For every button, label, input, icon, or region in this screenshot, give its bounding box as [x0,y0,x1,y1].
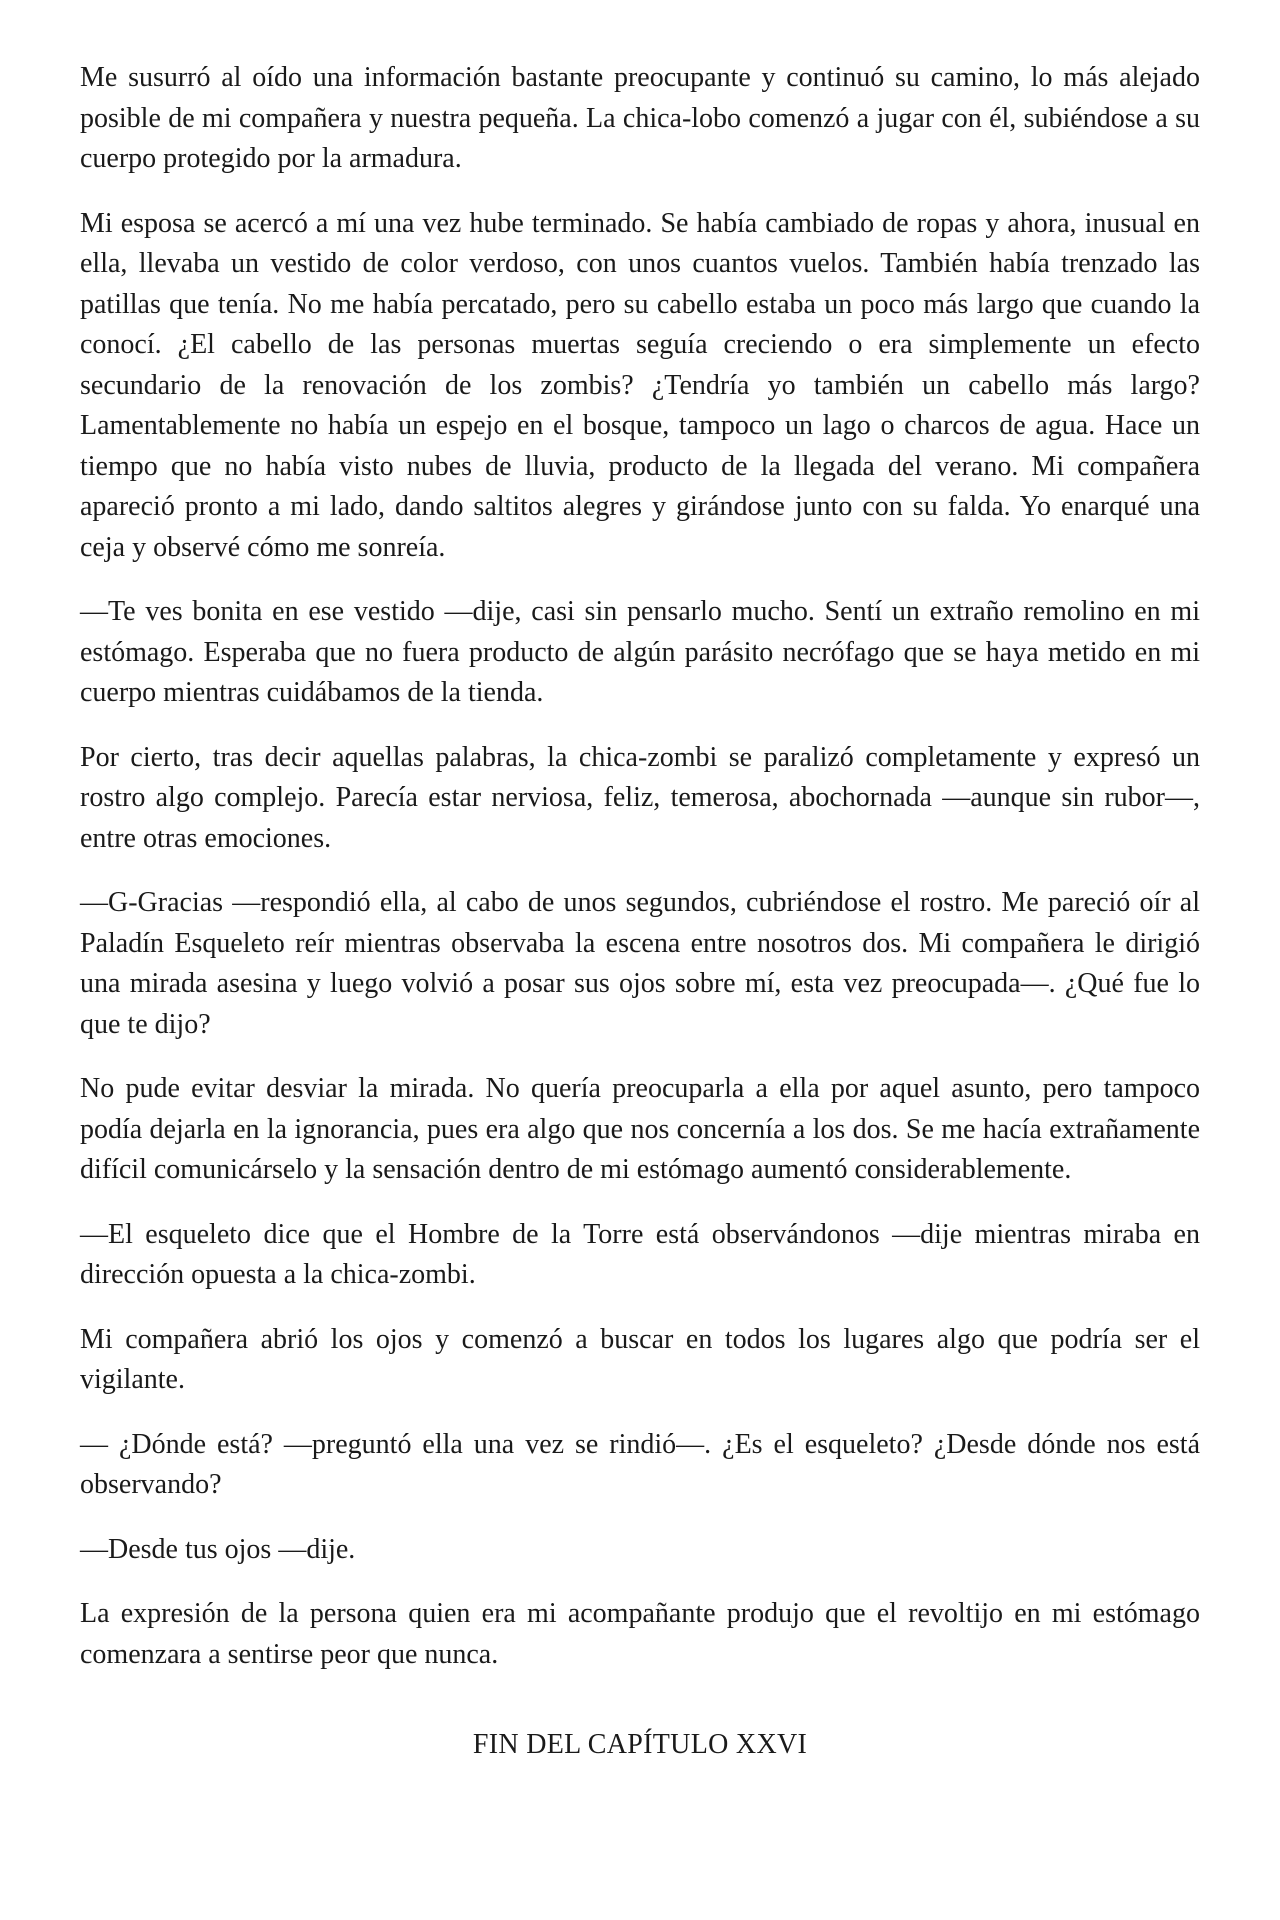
paragraph: Mi compañera abrió los ojos y comenzó a buscar en todos los lugares algo que podría ser el vigilante. [80,1323,1200,1395]
paragraph: Mi esposa se acercó a mí una vez hube terminado. Se había cambiado de ropas y ahora, inusual en ella, llevaba un vestido de color verdoso, con unos cuantos vuelos. También había trenzado las patillas que tenía. No me había percatado, pero su cabello estaba un poco más largo que cuando la conocí. ¿El cabello de las personas muertas seguía creciendo o era simplemente un efecto secundario de la renovación de los zombis? ¿Tendría yo también un cabello más largo? Lamentablemente no había un espejo en el bosque, tampoco un lago o charcos de agua. Hace un tiempo que no había visto nubes de lluvia, producto de la llegada del verano. Mi compañera apareció pronto a mi lado, dando saltitos alegres y girándose junto con su falda. Yo enarqué una ceja y observé cómo me sonreía. [80,207,1200,563]
paragraph: Me susurró al oído una información bastante preocupante y continuó su camino, lo más alejado posible de mi compañera y nuestra pequeña. La chica-lobo comenzó a jugar con él, subiéndose a su cuerpo protegido por la armadura. [80,62,1200,174]
document-page [80,58,1200,1766]
paragraph: —El esqueleto dice que el Hombre de la Torre está observándonos —dije mientras miraba en dirección opuesta a la chica-zombi. [80,1218,1200,1290]
paragraph: —Desde tus ojos —dije. [80,1533,356,1565]
paragraph: Por cierto, tras decir aquellas palabras, la chica-zombi se paralizó completamente y expresó un rostro algo complejo. Parecía estar nerviosa, feliz, temerosa, abochornada —aunque sin rubor—, entre otras emociones. [80,741,1200,854]
chapter-end-heading: FIN DEL CAPÍTULO XXVI [472,1729,808,1760]
paragraph: No pude evitar desviar la mirada. No quería preocuparla a ella por aquel asunto, pero tampoco podía dejarla en la ignorancia, pues era algo que nos concernía a los dos. Se me hacía extrañamente difícil comunicárselo y la sensación dentro de mi estómago aumentó considerablemente. [80,1073,1200,1185]
paragraph: —Te ves bonita en ese vestido —dije, casi sin pensarlo mucho. Sentí un extraño remolino en mi estómago. Esperaba que no fuera producto de algún parásito necrófago que se haya metido en mi cuerpo mientras cuidábamos de la tienda. [80,596,1200,708]
paragraph: La expresión de la persona quien era mi acompañante produjo que el revoltijo en mi estómago comenzara a sentirse peor que nunca. [80,1598,1200,1670]
paragraph: — ¿Dónde está? —preguntó ella una vez se rindió—. ¿Es el esqueleto? ¿Desde dónde nos está observando? [80,1428,1200,1500]
paragraph: —G-Gracias —respondió ella, al cabo de unos segundos, cubriéndose el rostro. Me pareció oír al Paladín Esqueleto reír mientras observaba la escena entre nosotros dos. Mi compañera le dirigió una mirada asesina y luego volvió a posar sus ojos sobre mí, esta vez preocupada—. ¿Qué fue lo que te dijo? [80,887,1200,1040]
